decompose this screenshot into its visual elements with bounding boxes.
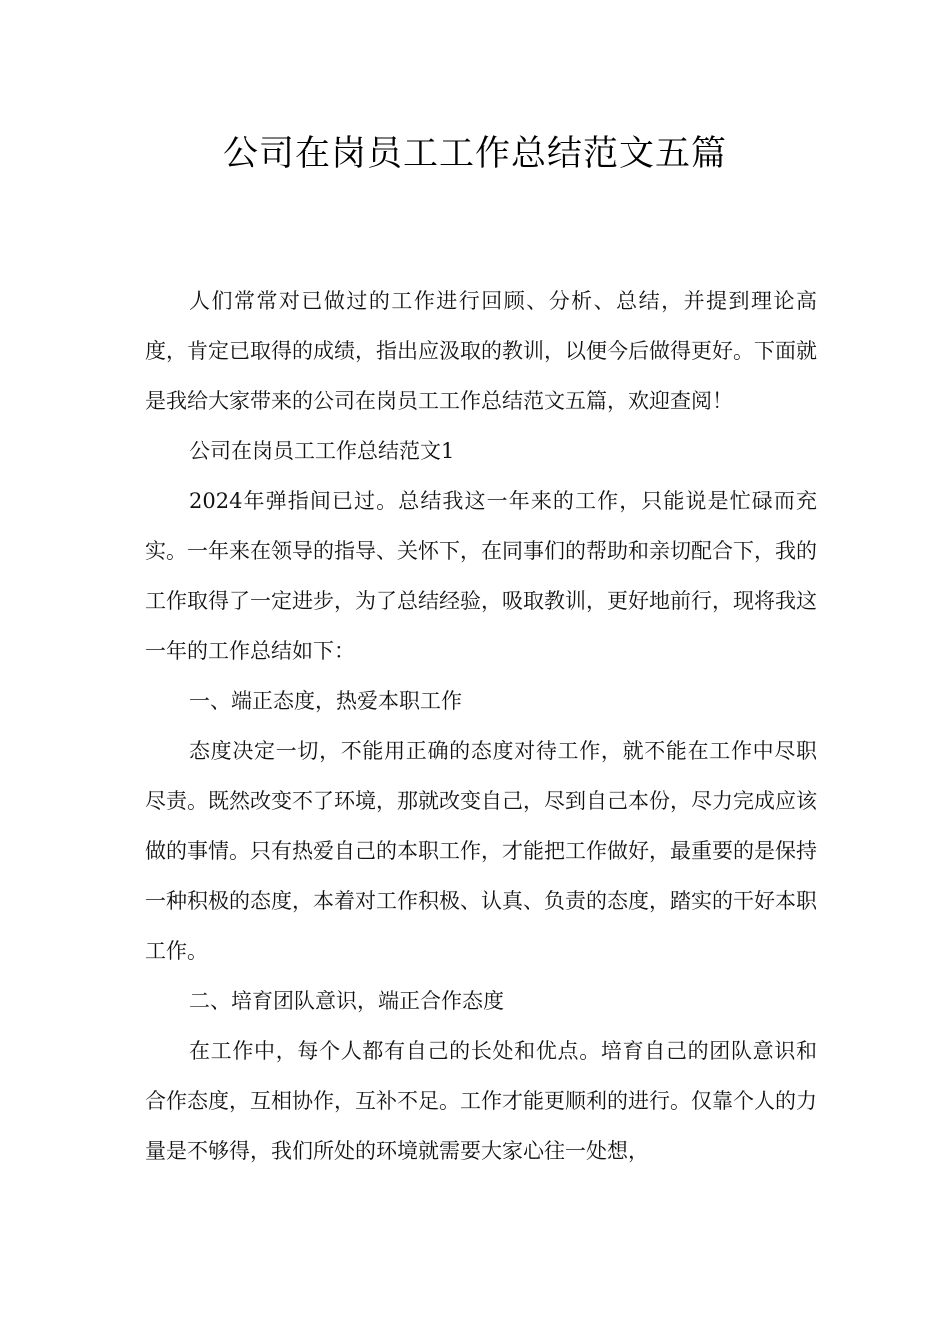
body-paragraph: 在工作中，每个人都有自己的长处和优点。培育自己的团队意识和合作态度，互相协作，互补不足。工作才能更顺利的进行。仅靠个人的力量是不够得，我们所处的环境就需要大家心往一处想， — [145, 1039, 817, 1163]
body-paragraph: 态度决定一切，不能用正确的态度对待工作，就不能在工作中尽职尽责。既然改变不了环境，那就改变自己，尽到自己本份，尽力完成应该做的事情。只有热爱自己的本职工作，才能把工作做好，最重要的是保持一种积极的态度，本着对工作积极、认真、负责的态度，踏实的干好本职工作。 — [145, 739, 817, 963]
document-body — [145, 276, 817, 1176]
body-paragraph: 2024年弹指间已过。总结我这一年来的工作，只能说是忙碌而充实。一年来在领导的指导、关怀下，在同事们的帮助和亲切配合下，我的工作取得了一定进步，为了总结经验，吸取教训，更好地前行，现将我这一年的工作总结如下： — [145, 489, 817, 663]
section-heading-1: 一、端正态度，热爱本职工作 — [189, 689, 462, 713]
intro-paragraph: 人们常常对已做过的工作进行回顾、分析、总结，并提到理论高度，肯定已取得的成绩，指出应汲取的教训，以便今后做得更好。下面就是我给大家带来的公司在岗员工工作总结范文五篇，欢迎查阅！ — [145, 289, 817, 413]
section-heading-sample-1: 公司在岗员工工作总结范文1 — [189, 439, 455, 463]
section-heading-2: 二、培育团队意识，端正合作态度 — [189, 989, 504, 1013]
document-title: 公司在岗员工工作总结范文五篇 — [222, 134, 727, 174]
